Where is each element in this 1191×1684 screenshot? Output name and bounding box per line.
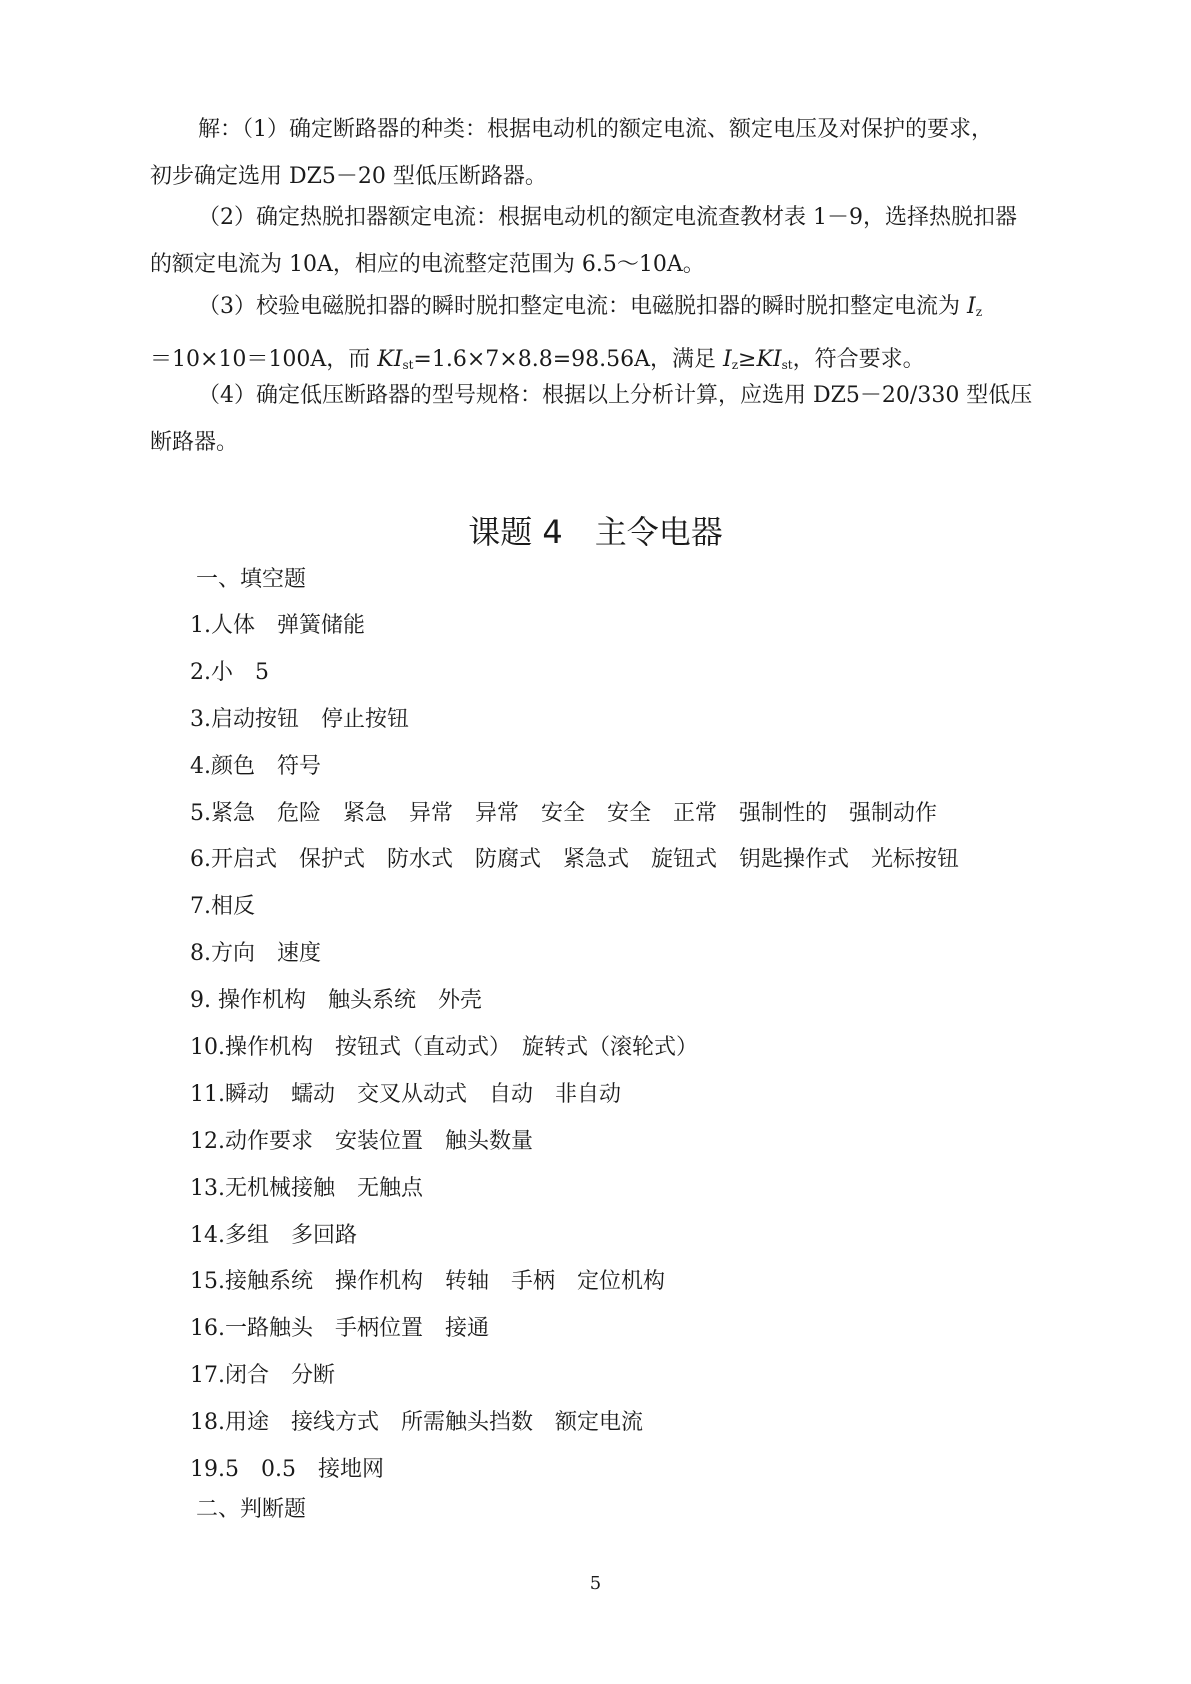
subscript-st-2: st [781, 358, 793, 372]
page-number: 5 [589, 1573, 602, 1594]
solution-step-2-line-1: （2）确定热脱扣器额定电流：根据电动机的额定电流查教材表 1－9，选择热脱扣器 [198, 205, 1017, 230]
section-true-false: 二、判断题 [196, 1497, 307, 1522]
subscript-z-2: z [731, 358, 739, 372]
list-item: 16.一路触头 手柄位置 接通 [190, 1316, 489, 1342]
list-item: 11.瞬动 蠕动 交叉从动式 自动 非自动 [190, 1081, 621, 1107]
variable-iz-2: I [723, 347, 732, 372]
list-item: 12.动作要求 安装位置 触头数量 [190, 1128, 533, 1154]
solution-step-1-line-1: 解：（1）确定断路器的种类：根据电动机的额定电流、额定电压及对保护的要求， [198, 117, 993, 142]
solution-step-3-line-2a: ＝10×10＝100A，而 [150, 347, 378, 372]
list-item: 14.多组 多回路 [190, 1222, 357, 1248]
solution-step-3-line-2c: ，符合要求。 [792, 347, 925, 372]
solution-step-1-line-2: 初步确定选用 DZ5－20 型低压断路器。 [150, 164, 547, 189]
list-item: 9. 操作机构 触头系统 外壳 [190, 988, 482, 1014]
solution-step-3-line-2b: =1.6×7×8.8=98.56A，满足 [413, 347, 723, 372]
solution-step-4-line-2: 断路器。 [150, 430, 239, 455]
solution-step-4 [150, 372, 1080, 466]
list-item: 10.操作机构 按钮式（直动式） 旋转式（滚轮式） [190, 1035, 698, 1061]
list-item: 4.颜色 符号 [190, 753, 321, 779]
solution-step-2 [150, 194, 1080, 288]
list-item: 1.人体 弹簧储能 [190, 613, 365, 638]
list-item: 15.接触系统 操作机构 转轴 手柄 定位机构 [190, 1269, 665, 1295]
solution-step-4-line-1: （4）确定低压断路器的型号规格：根据以上分析计算，应选用 DZ5－20/330 型低压 [198, 383, 1033, 408]
chapter-heading: 课题 4 主令电器 [468, 513, 723, 551]
list-item: 13.无机械接触 无触点 [190, 1175, 423, 1201]
variable-iz: I [967, 294, 976, 319]
solution-step-3-line-1: （3）校验电磁脱扣器的瞬时脱扣整定电流：电磁脱扣器的瞬时脱扣整定电流为 [198, 294, 967, 319]
subscript-st: st [402, 358, 414, 372]
list-item: 18.用途 接线方式 所需触头挡数 额定电流 [190, 1410, 643, 1436]
list-item: 19.5 0.5 接地网 [190, 1457, 384, 1483]
list-item: 8.方向 速度 [190, 941, 321, 967]
solution-step-1 [150, 106, 1080, 200]
section-fill-in-blank: 一、填空题 [196, 567, 307, 592]
list-item: 5.紧急 危险 紧急 异常 异常 安全 安全 正常 强制性的 强制动作 [190, 800, 937, 826]
list-item: 7.相反 [190, 894, 255, 920]
variable-kist-2: KI [756, 347, 782, 372]
solution-step-2-line-2: 的额定电流为 10A，相应的电流整定范围为 6.5～10A。 [150, 252, 705, 277]
list-item: 2.小 5 [190, 659, 269, 685]
geq-sign: ≥ [738, 347, 757, 372]
subscript-z: z [975, 305, 983, 319]
list-item: 3.启动按钮 停止按钮 [190, 706, 409, 732]
list-item: 17.闭合 分断 [190, 1363, 335, 1389]
list-item: 6.开启式 保护式 防水式 防腐式 紧急式 旋钮式 钥匙操作式 光标按钮 [190, 847, 959, 873]
answer-list [190, 603, 959, 1494]
variable-kist: KI [377, 347, 403, 372]
